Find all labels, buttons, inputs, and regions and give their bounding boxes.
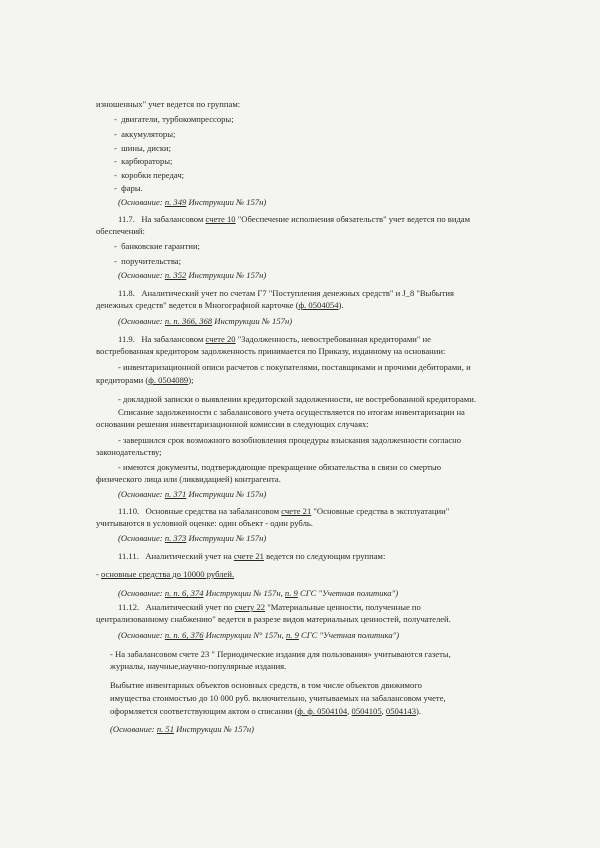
clause-link[interactable]: п. п. 366, 368: [164, 316, 213, 326]
section-11-12-line-1: 11.12. Аналитический учет по счету 22 "Материальные ценности, полученные по: [118, 602, 421, 612]
clause-link[interactable]: п. п. 6, 374: [164, 588, 204, 598]
form-link[interactable]: ф. ф. 0504104: [297, 706, 348, 716]
clause-link[interactable]: п. п. 6, 376: [164, 630, 204, 640]
account-link[interactable]: счете 21: [233, 551, 264, 561]
write-off-line-1: Списание задолженности с забалансового учета осуществляется по итогам инвентаризации на: [118, 407, 465, 417]
section-11-8-line-2: денежных средств" ведется в Многографной карточке (ф. 0504054).: [96, 300, 344, 310]
inventory-line-2: имущества стоимостью до 10 000 руб. включительно, учитываемых на забалансовом учете,: [110, 693, 446, 703]
list-item: - банковские гарантии;: [114, 241, 200, 251]
clause-link[interactable]: п. 352: [164, 270, 187, 280]
list-item: - шины, диски;: [114, 143, 172, 153]
basis-note: (Основание: п. 349 Инструкции № 157н): [118, 197, 267, 207]
section-11-12-line-2: централизованному снабжению" ведется в разрезе видов материальных ценностей, получателей.: [96, 614, 451, 624]
clause-link[interactable]: п. 349: [164, 197, 187, 207]
clause-link[interactable]: п. 9: [285, 630, 299, 640]
form-link[interactable]: 0504105: [351, 706, 382, 716]
inventory-line-3: оформляется соответствующим актом о списании (ф. ф. 0504104, 0504105, 0504143).: [110, 706, 421, 716]
list-item: - карбюраторы;: [114, 156, 173, 166]
periodicals-line-1: - На забалансовом счете 23 " Периодические издания для пользования» учитываются газеты,: [110, 649, 451, 659]
clause-link[interactable]: п. 9: [284, 588, 298, 598]
periodicals-line-2: журналы, научные,научно-популярные издания.: [110, 661, 287, 671]
form-link[interactable]: ф. 0504089: [148, 375, 189, 385]
section-11-7-line-1: 11.7. На забалансовом счете 10 "Обеспечение исполнения обязательств" учет ведется по видам: [118, 214, 471, 224]
account-link[interactable]: счету 22: [234, 602, 266, 612]
write-off-line-2: основании решения инвентаризационной комиссии в следующих случаях:: [96, 419, 369, 429]
basis-note: (Основание: п. п. 366, 368 Инструкции № 157н): [118, 316, 293, 326]
section-11-10-line-2: учитываются в условной оценке: один объект - один рубль.: [96, 518, 313, 528]
list-item: - фары.: [114, 183, 143, 193]
section-11-9-bullet-1-line-2: кредиторами (ф. 0504089);: [96, 375, 194, 385]
account-link[interactable]: счете 10: [205, 214, 236, 224]
list-item: - коробки передач;: [114, 170, 185, 180]
intro-line: изношенных" учет ведется по группам:: [96, 99, 241, 109]
section-11-9-line-2: востребованная кредитором задолженность принимается по Приказу, изданному на основании:: [96, 346, 446, 356]
account-link[interactable]: счете 21: [281, 506, 312, 516]
section-11-7-line-2: обеспечений:: [96, 226, 145, 236]
case-2-line-1: - имеются документы, подтверждающие прекращение обязательства в связи со смертью: [118, 462, 442, 472]
basis-note: (Основание: п. 51 Инструкции № 157н): [110, 724, 254, 734]
basis-note: (Основание: п. 373 Инструкции № 157н): [118, 533, 267, 543]
basis-note: (Основание: п. 371 Инструкции № 157н): [118, 489, 267, 499]
list-item: - аккумуляторы;: [114, 129, 176, 139]
case-2-line-2: физического лица или (ликвидацией) контрагента.: [96, 474, 281, 484]
section-11-9-line-1: 11.9. На забалансовом счете 20 "Задолженность, невостребованная кредиторами" не: [118, 334, 431, 344]
clause-link[interactable]: п. 373: [164, 533, 187, 543]
clause-link[interactable]: п. 371: [164, 489, 187, 499]
form-link[interactable]: 0504143: [385, 706, 416, 716]
section-11-11-line-1: 11.11. Аналитический учет на счете 21 ведется по следующим группам:: [118, 551, 386, 561]
section-11-10-line-1: 11.10. Основные средства на забалансовом счете 21 "Основные средства в эксплуатации": [118, 506, 450, 516]
list-item: - двигатели, турбокомпрессоры;: [114, 114, 234, 124]
section-11-9-bullet-2: - докладной записки о выявлении кредиторской задолженности, не востребованной кредиторами.: [118, 394, 476, 404]
basis-note: (Основание: п. п. 6, 376 Инструкции N° 157н, п. 9 СГС "Учетная политика"): [118, 630, 400, 640]
case-1-line-2: законодательству;: [96, 447, 162, 457]
case-1-line-1: - завершился срок возможного возобновления процедуры взыскания задолженности согласно: [118, 435, 462, 445]
section-11-9-bullet-1: - инвентаризационной описи расчетов с покупателями, поставщиками и прочими дебиторами, и: [118, 362, 471, 372]
form-link[interactable]: ф. 0504054: [298, 300, 339, 310]
basis-note: (Основание: п. п. 6, 374 Инструкции № 157н, п. 9 СГС "Учетная политика"): [118, 588, 399, 598]
clause-link[interactable]: п. 51: [156, 724, 175, 734]
section-11-11-item: - основные средства до 10000 рублей.: [96, 569, 235, 579]
list-item: - поручительства;: [114, 256, 181, 266]
basis-note: (Основание: п. 352 Инструкции № 157н): [118, 270, 267, 280]
inventory-line-1: Выбытие инвентарных объектов основных средств, в том числе объектов движимого: [110, 680, 422, 690]
section-11-8-line-1: 11.8. Аналитический учет по счетам Г7 "Поступления денежных средств" и J_8 "Выбытия: [118, 288, 454, 298]
account-link[interactable]: счете 20: [205, 334, 236, 344]
